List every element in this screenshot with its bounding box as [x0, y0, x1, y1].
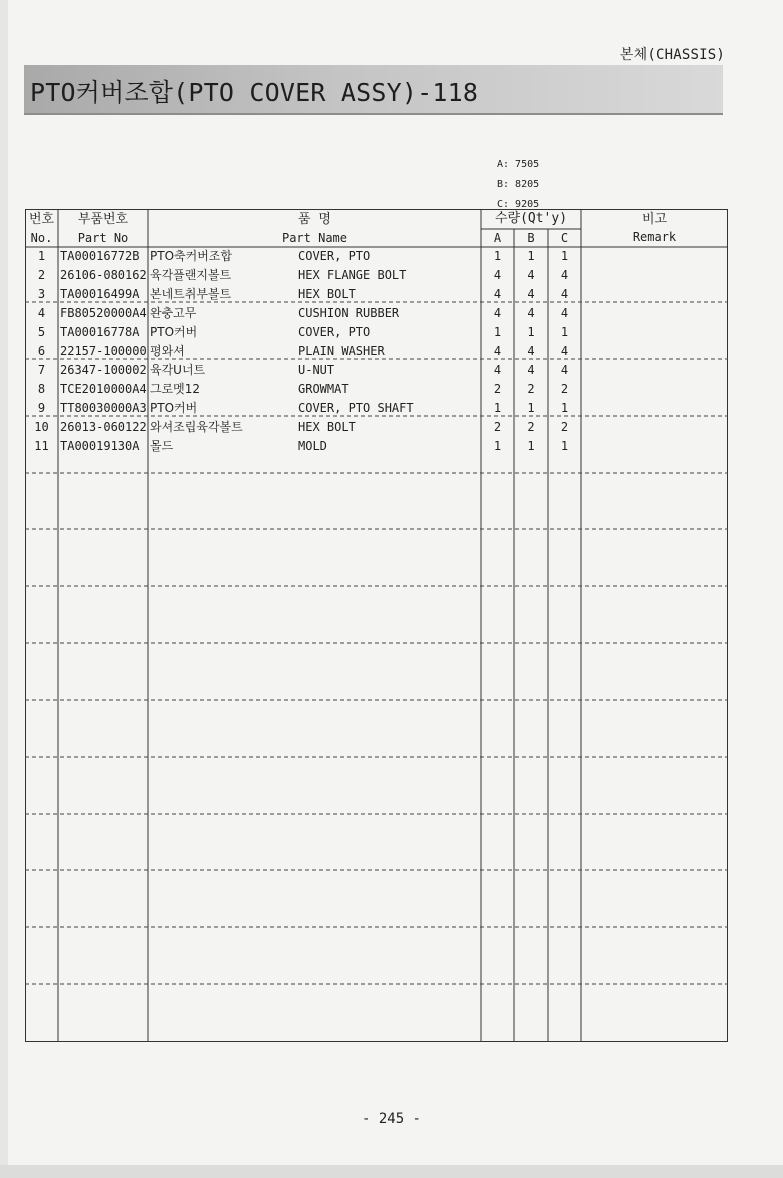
row-number: 2	[37, 268, 46, 282]
part-name-en: U-NUT	[298, 363, 335, 377]
part-number: TA00016499A	[60, 287, 140, 301]
row-number: 3	[37, 287, 46, 301]
qty-a: 4	[493, 344, 502, 358]
part-name-kr: 몰드	[150, 439, 174, 453]
qty-b: 2	[527, 420, 535, 434]
qty-b: 1	[527, 325, 535, 339]
qty-b: 2	[527, 382, 535, 396]
qty-a: 4	[493, 268, 502, 282]
page-number: - 245 -	[361, 1111, 421, 1127]
qty-c: 4	[560, 287, 569, 301]
qty-c: 4	[560, 363, 569, 377]
section-label: 본체(CHASSIS)	[619, 47, 725, 63]
part-name-kr: 육각플랜지볼트	[150, 268, 232, 282]
header-name-en: Part Name	[281, 231, 348, 245]
qty-c: 4	[560, 306, 569, 320]
model-legend	[497, 155, 539, 215]
qty-a: 1	[493, 401, 502, 415]
part-number: FB80520000A4	[60, 306, 147, 320]
part-name-kr: 완충고무	[150, 306, 197, 320]
page-bottom-shadow	[0, 1165, 783, 1178]
qty-b: 4	[527, 306, 535, 320]
model-a: A: 7505	[497, 159, 540, 170]
part-number: TA00016778A	[60, 325, 140, 339]
part-number: TT80030000A3	[60, 401, 147, 415]
row-number: 11	[34, 439, 49, 453]
qty-c: 4	[560, 268, 569, 282]
qty-a: 1	[493, 249, 502, 263]
header-remark-en: Remark	[632, 230, 677, 244]
qty-c: 2	[560, 420, 569, 434]
page-edge-shadow	[0, 0, 8, 1178]
part-number: TCE2010000A4	[60, 382, 147, 396]
part-number: 22157-100000	[60, 344, 147, 358]
qty-a: 1	[493, 439, 502, 453]
part-name-kr: PTO커버	[150, 401, 198, 415]
model-b: B: 8205	[497, 179, 540, 190]
row-number: 7	[37, 363, 46, 377]
header-qty-b: B	[527, 231, 535, 245]
qty-c: 4	[560, 344, 569, 358]
part-name-kr: PTO축커버조합	[150, 249, 232, 263]
title-banner	[24, 65, 723, 115]
qty-c: 1	[560, 401, 569, 415]
qty-c: 1	[560, 439, 569, 453]
header-qty-a: A	[493, 231, 502, 245]
row-number: 4	[37, 306, 46, 320]
qty-a: 2	[493, 420, 502, 434]
row-number: 1	[37, 249, 46, 263]
header-part-kr: 부품번호	[77, 212, 129, 227]
part-name-en: GROWMAT	[298, 382, 349, 396]
row-number: 8	[37, 382, 46, 396]
part-name-en: HEX BOLT	[298, 420, 356, 434]
model-c: C: 9205	[497, 199, 540, 210]
row-number: 6	[37, 344, 46, 358]
header-no-en: No.	[30, 231, 53, 245]
row-number: 9	[37, 401, 46, 415]
part-number: TA00019130A	[60, 439, 140, 453]
qty-c: 1	[560, 325, 569, 339]
part-name-en: COVER, PTO SHAFT	[298, 401, 414, 415]
part-number: 26013-060122	[60, 420, 147, 434]
row-number: 5	[37, 325, 46, 339]
part-name-kr: PTO커버	[150, 325, 198, 339]
qty-b: 1	[527, 249, 535, 263]
qty-c: 1	[560, 249, 569, 263]
qty-b: 4	[527, 287, 535, 301]
part-name-en: COVER, PTO	[298, 249, 371, 263]
part-number: 26347-100002	[60, 363, 147, 377]
header-part-en: Part No	[77, 231, 129, 245]
part-name-en: HEX FLANGE BOLT	[298, 268, 407, 282]
qty-a: 2	[493, 382, 502, 396]
part-name-en: COVER, PTO	[298, 325, 371, 339]
part-name-en: CUSHION RUBBER	[298, 306, 400, 320]
qty-a: 4	[493, 363, 502, 377]
header-name-kr: 품 명	[298, 212, 331, 227]
part-number: 26106-080162	[60, 268, 147, 282]
part-number: TA00016772B	[60, 249, 140, 263]
part-name-kr: 와셔조립육각볼트	[150, 420, 243, 434]
header-qty-c: C	[560, 231, 569, 245]
header-qty-kr: 수량(Qt'y)	[494, 211, 568, 226]
qty-b: 4	[527, 363, 535, 377]
row-number: 10	[34, 420, 49, 434]
header-remark-kr: 비고	[641, 212, 668, 227]
page-title: PTO커버조합(PTO COVER ASSY)-118	[30, 78, 479, 107]
qty-b: 1	[527, 439, 535, 453]
qty-c: 2	[560, 382, 569, 396]
qty-a: 4	[493, 306, 502, 320]
header-no-kr: 번호	[28, 212, 55, 227]
part-name-kr: 평와셔	[150, 344, 185, 358]
part-name-kr: 육각U너트	[150, 363, 206, 377]
part-name-en: MOLD	[298, 439, 327, 453]
qty-b: 1	[527, 401, 535, 415]
parts-table	[25, 209, 728, 1042]
qty-b: 4	[527, 344, 535, 358]
part-name-en: HEX BOLT	[298, 287, 356, 301]
part-name-en: PLAIN WASHER	[298, 344, 385, 358]
qty-b: 4	[527, 268, 535, 282]
part-name-kr: 본네트취부볼트	[150, 287, 232, 301]
part-name-kr: 그로멧12	[150, 382, 201, 396]
qty-a: 1	[493, 325, 502, 339]
qty-a: 4	[493, 287, 502, 301]
